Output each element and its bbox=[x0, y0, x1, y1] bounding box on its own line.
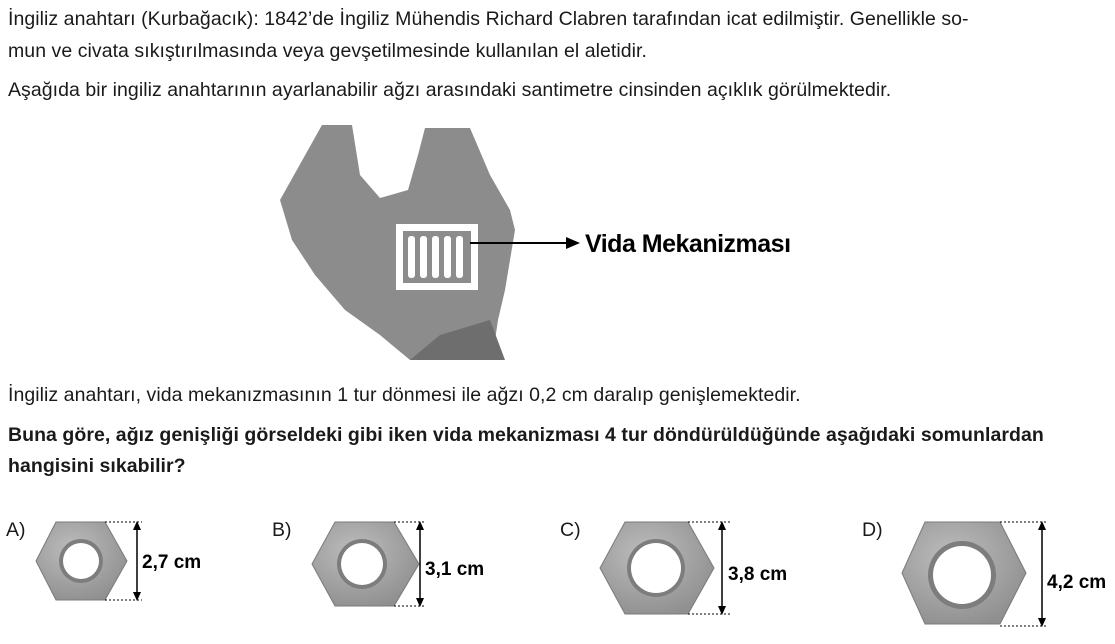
option-a-letter[interactable]: A) bbox=[6, 519, 26, 541]
info-line: İngiliz anahtarı, vida mekanızmasının 1 tur dönmesi ile ağzı 0,2 cm daralıp genişlemektedir. bbox=[8, 384, 801, 406]
nut-c bbox=[600, 521, 730, 615]
question-line-1: Buna göre, ağız genişliği görseldeki gibi iken vida mekanizması 4 tur döndürüldüğünde aşağıdaki somunlardan bbox=[8, 424, 1044, 446]
intro-line-2: mun ve civata sıkıştırılmasında veya gevşetilmesinde kullanılan el aletidir. bbox=[8, 40, 647, 62]
option-d-measure: 4,2 cm bbox=[1047, 572, 1107, 593]
option-b-measure: 3,1 cm bbox=[425, 559, 485, 580]
wrench-illustration bbox=[280, 125, 580, 360]
nut-b bbox=[312, 521, 426, 607]
option-d-letter[interactable]: D) bbox=[862, 519, 883, 541]
intro-line-1: İngiliz anahtarı (Kurbağacık): 1842’de İngiliz Mühendis Richard Clabren tarafından icat edilmiştir. Genellikle so- bbox=[8, 8, 969, 30]
vida-mekanizmasi-label: Vida Mekanizması bbox=[585, 230, 791, 258]
option-c-measure: 3,8 cm bbox=[728, 564, 788, 585]
nut-d bbox=[902, 521, 1048, 627]
option-b-letter[interactable]: B) bbox=[272, 519, 292, 541]
nut-a bbox=[36, 521, 142, 601]
question-line-2: hangisini sıkabilir? bbox=[8, 455, 186, 477]
option-a-measure: 2,7 cm bbox=[142, 552, 202, 573]
option-c-letter[interactable]: C) bbox=[560, 519, 581, 541]
intro-line-3: Aşağıda bir ingiliz anahtarının ayarlanabilir ağzı arasındaki santimetre cinsinden açıklık görülmektedir. bbox=[8, 79, 892, 101]
